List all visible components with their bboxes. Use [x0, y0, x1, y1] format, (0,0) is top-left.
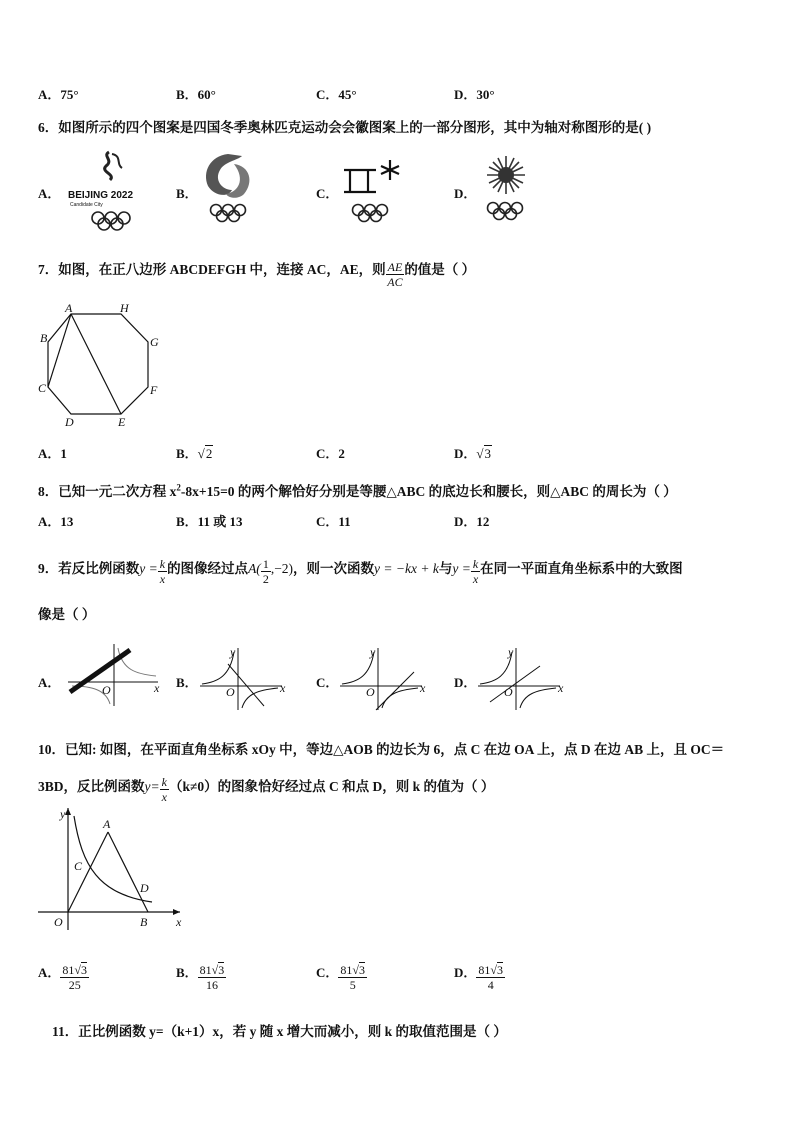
q10-line2: [38, 775, 494, 804]
q9-line2: 像是（ ）: [38, 607, 96, 622]
q10-label-d: D．: [454, 965, 477, 980]
q9-p3: ，则一次函数: [293, 561, 375, 576]
q9-pt-b: ,−2): [270, 561, 294, 576]
q9-frac-num-2: k: [472, 557, 479, 571]
origin: O: [366, 685, 375, 699]
vertex-e: E: [118, 415, 126, 429]
q10-line2-a: 3BD，反比例函数: [38, 779, 145, 794]
q8-sup: 2: [176, 482, 181, 493]
point-c: C: [74, 859, 83, 873]
q7-fraction: [386, 260, 405, 289]
q10-label-a: A．: [38, 965, 61, 980]
q8-option-d: D．12: [454, 514, 490, 529]
axis-x: x: [280, 681, 286, 695]
vertex-a: A: [65, 301, 73, 315]
q10-frac-a: [60, 963, 89, 992]
q10-frac-num: k: [161, 775, 167, 789]
vertex-c: C: [38, 381, 47, 395]
q9-yeq: y =: [139, 561, 158, 576]
q7-option-d-radicand: 3: [484, 446, 492, 461]
q6-label-c: C．: [316, 186, 339, 201]
q7-option-b-radicand: 2: [205, 446, 213, 461]
q10-option-c: [316, 962, 367, 992]
q10-label-c: C．: [316, 965, 339, 980]
q9-frac-num: k: [159, 557, 166, 571]
num: 81: [62, 963, 75, 977]
q7-option-d-label: D．: [454, 446, 477, 461]
q10-num-b: 81√3: [199, 963, 225, 977]
axis-x: x: [154, 681, 160, 695]
q9-stem: [38, 557, 683, 586]
logo-a-text: BEIJING 2022: [68, 190, 134, 201]
den-c: 5: [349, 978, 356, 992]
q9-p5: 在同一平面直角坐标系中的大致图: [480, 561, 683, 576]
q10-option-a: [38, 962, 89, 992]
q9-graph-a: [66, 640, 166, 708]
radicand: 3: [358, 963, 365, 977]
q10-figure: [36, 806, 196, 936]
q9-half-num: 1: [262, 557, 269, 571]
q5-option-c: C．45°: [316, 87, 357, 102]
q9-graph-b: [198, 646, 290, 712]
origin: O: [102, 683, 111, 697]
q7-option-b-label: B．: [176, 446, 198, 461]
den-b: 16: [205, 978, 218, 992]
q9-label-d: D．: [454, 675, 477, 690]
q9-p1: 9．若反比例函数: [38, 561, 140, 576]
q7-frac-num: AE: [387, 260, 403, 274]
q6-logo-d: [478, 152, 534, 224]
q7-prefix: 7．如图，在正八边形 ABCDEFGH 中，连接 AC，AE，则: [38, 262, 386, 277]
q10-yeq: y=: [144, 779, 160, 794]
q9-label-b: B．: [176, 675, 198, 690]
q8-option-b: B．11 或 13: [176, 514, 243, 529]
fig-y: y: [60, 807, 66, 821]
q6-logo-b: [198, 150, 258, 226]
origin: O: [504, 685, 513, 699]
q10-num-a: 81√3: [62, 963, 87, 977]
vertex-f: F: [150, 383, 158, 397]
q10-num-d: 81√3: [478, 963, 503, 977]
q9-lin: y = −kx + k: [374, 561, 439, 576]
q9-frac-kx-2: [471, 557, 480, 586]
q9-p2: 的图像经过点: [167, 561, 249, 576]
q8-option-c: C．11: [316, 514, 351, 529]
q6-logo-a: [64, 148, 160, 234]
vertex-d: D: [65, 415, 74, 429]
q9-label-c: C．: [316, 675, 339, 690]
vertex-b: B: [40, 331, 48, 345]
q9-frac-kx: [158, 557, 167, 586]
q8-stem: [38, 480, 677, 500]
q10-line1: 10．已知: 如图，在平面直角坐标系 xOy 中，等边△AOB 的边长为 6，点 C 在边 OA 上，点 D 在边 AB 上，且 OC＝: [38, 742, 725, 757]
q10-frac-b: [198, 963, 227, 992]
q7-option-c: C．2: [316, 446, 345, 461]
q6-label-a: A．: [38, 186, 61, 201]
q5-option-a: A．75°: [38, 87, 79, 102]
q10-frac: [160, 775, 169, 804]
q10-frac-d: [476, 963, 505, 992]
q10-frac-den: x: [161, 790, 167, 804]
q7-frac-den: AC: [387, 275, 403, 289]
q6-stem: 6．如图所示的四个图案是四国冬季奥林匹克运动会会徽图案上的一部分图形，其中为轴对称图形的是( ): [38, 120, 652, 135]
q8-text-a: 8．已知一元二次方程 x: [38, 484, 177, 499]
q8-text-b: -8x+15=0 的两个解恰好分别是等腰△ABC 的底边长和腰长，则△ABC 的周长为（ ）: [180, 484, 677, 499]
q10-num-c: 81√3: [340, 963, 365, 977]
radicand: 3: [496, 963, 503, 977]
radicand: 3: [218, 963, 225, 977]
q10-option-d: [454, 962, 505, 992]
axis-x: x: [420, 681, 426, 695]
q9-graph-c: [338, 646, 430, 712]
num: 81: [199, 963, 212, 977]
num: 81: [478, 963, 491, 977]
q5-option-b: B．60°: [176, 87, 216, 102]
vertex-h: H: [120, 301, 129, 315]
origin: O: [226, 685, 235, 699]
den-d: 4: [487, 978, 494, 992]
q9-label-a: A．: [38, 675, 61, 690]
den-a: 25: [68, 978, 81, 992]
logo-a-sub: Candidate City: [70, 202, 103, 208]
q7-option-b: B．√2: [176, 446, 213, 461]
point-d: D: [140, 881, 149, 895]
q6-label-d: D．: [454, 186, 477, 201]
num: 81: [340, 963, 353, 977]
point-o: O: [54, 915, 63, 929]
q7-option-a: A．1: [38, 446, 67, 461]
point-a: A: [103, 817, 111, 831]
q5-option-d: D．30°: [454, 87, 495, 102]
q7-octagon-figure: [36, 302, 166, 432]
axis-y: y: [370, 645, 376, 659]
q11-stem: 11．正比例函数 y=（k+1）x，若 y 随 x 增大而减小，则 k 的取值范围是（ ）: [52, 1024, 507, 1039]
q10-frac-c: [338, 963, 367, 992]
fig-x: x: [176, 915, 182, 929]
q9-yeq-2: y =: [452, 561, 471, 576]
q6-logo-c: [340, 156, 404, 230]
q9-p4: 与: [438, 561, 453, 576]
radicand: 3: [80, 963, 87, 977]
q7-option-d: D．√3: [454, 446, 492, 461]
q10-line2-b: （k≠0）的图象恰好经过点 C 和点 D，则 k 的值为（ ）: [168, 779, 495, 794]
q9-graph-d: [476, 646, 568, 712]
q9-frac-half: [261, 557, 271, 586]
axis-y: y: [230, 645, 236, 659]
q9-frac-den-2: x: [472, 572, 479, 586]
q7-stem: [38, 258, 475, 289]
q10-label-b: B．: [176, 965, 198, 980]
axis-x: x: [558, 681, 564, 695]
q9-pt-a: A(: [248, 561, 261, 576]
q6-label-b: B．: [176, 186, 198, 201]
q8-option-a: A．13: [38, 514, 74, 529]
q9-half-den: 2: [262, 572, 269, 586]
point-b: B: [140, 915, 148, 929]
q9-frac-den: x: [159, 572, 166, 586]
q7-suffix: 的值是（ ）: [404, 262, 476, 277]
axis-y: y: [508, 645, 514, 659]
q10-option-b: [176, 962, 226, 992]
vertex-g: G: [150, 335, 159, 349]
